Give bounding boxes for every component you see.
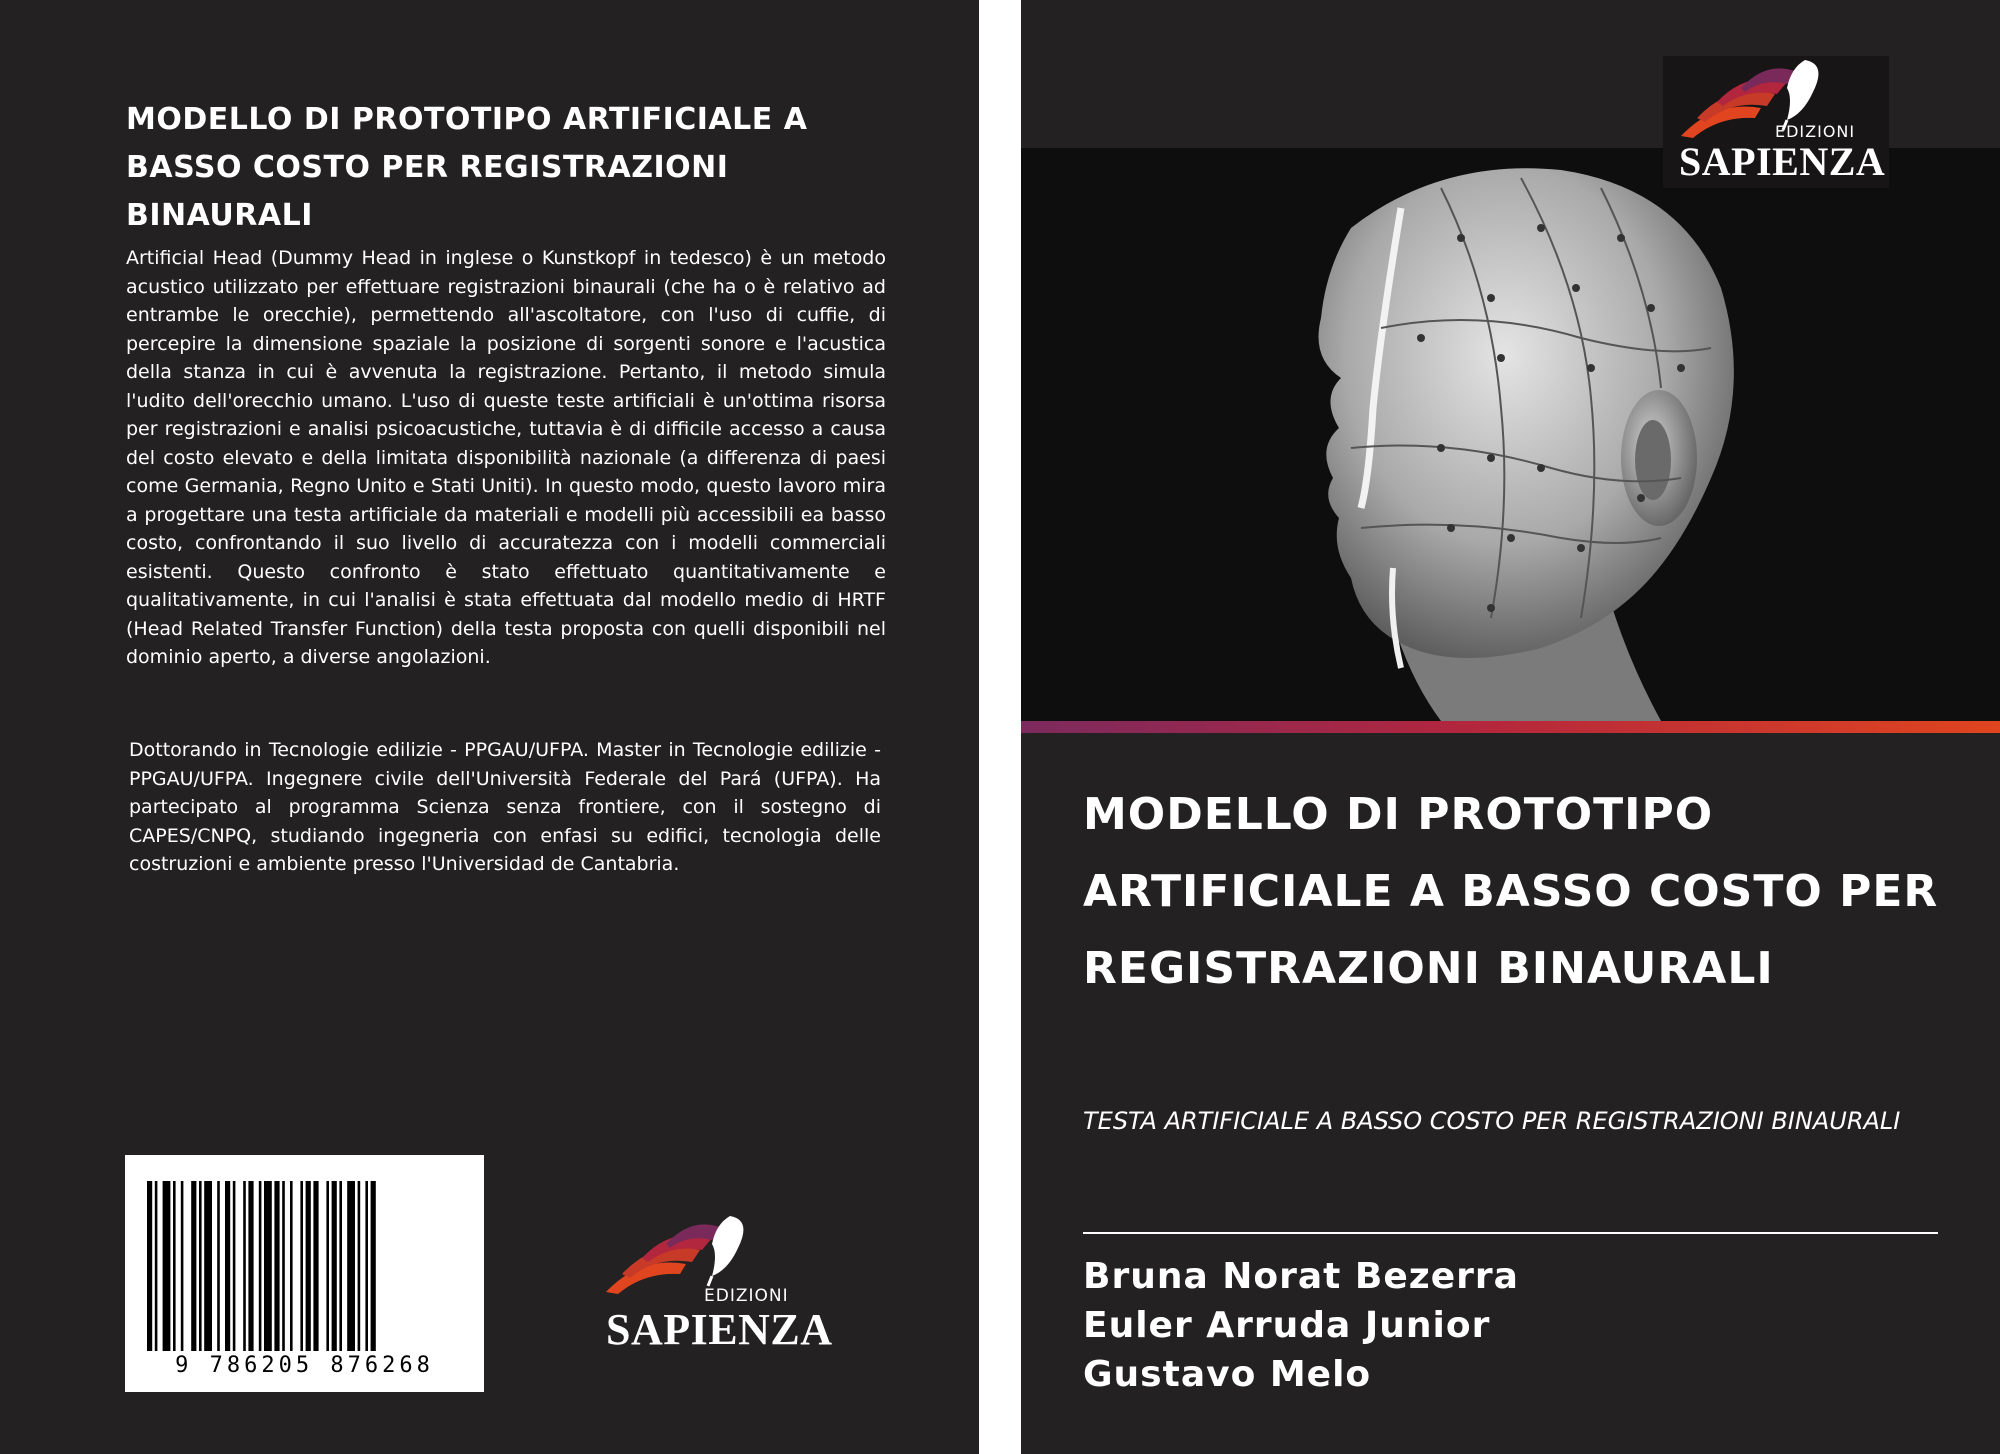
isbn-digits: 9 786205 876268 [175,1353,434,1378]
author-name: Gustavo Melo [1083,1354,1372,1395]
barcode-bar [371,1181,376,1351]
barcode-bar [313,1181,318,1351]
publisher-logo [600,1210,833,1360]
barcode-bar [274,1181,279,1351]
barcode-bar [233,1181,236,1351]
barcode-bar [365,1181,368,1351]
back-cover-title: MODELLO DI PROTOTIPO ARTIFICIALE A BASSO COSTO PER REGISTRAZIONI BINAURALI [126,102,808,233]
barcode-bar [248,1181,253,1351]
barcode-bar [173,1181,176,1351]
barcode-bar [347,1181,355,1351]
isbn-barcode [125,1155,484,1392]
front-cover-subtitle: TESTA ARTIFICIALE A BASSO COSTO PER REGISTRAZIONI BINAURALI [1083,1107,1901,1135]
barcode-bar [191,1181,196,1351]
barcode-bar [204,1181,212,1351]
front-publisher-edizioni: EDIZIONI [1775,122,1856,141]
barcode-bar [290,1181,293,1351]
mannequin-head-image [1021,148,2000,721]
barcode-bar [163,1181,171,1351]
barcode-bar [259,1181,262,1351]
barcode-bar [199,1181,202,1351]
back-cover [0,0,979,1454]
barcode-bar [306,1181,311,1351]
barcode-bar [181,1181,184,1351]
author-list [1083,1252,1519,1399]
barcode-bar [155,1181,158,1351]
front-cover-title: MODELLO DI PROTOTIPO ARTIFICIALE A BASSO COSTO PER REGISTRAZIONI BINAURALI [1083,789,1939,994]
publisher-name: SAPIENZA [606,1305,833,1354]
front-publisher-logo [1663,56,1889,188]
barcode-bar [332,1181,337,1351]
barcode-bar [225,1181,230,1351]
barcode-bar [147,1181,152,1351]
author-name: Bruna Norat Bezerra [1083,1256,1519,1297]
barcode-bar [264,1181,272,1351]
author-name: Euler Arruda Junior [1083,1305,1491,1346]
back-cover-abstract: Artificial Head (Dummy Head in inglese o Kunstkopf in tedesco) è un metodo acustico utilizzato per effettuare registrazioni binaurali (che ha o è relativo ad entrambe le orecchie), permettendo all'ascoltatore, con l'uso di cuffie, di percepire la dimensione spaziale la posizione di sorgenti sonore e l'acustica della stanza in cui è avvenuta la registrazione. Pertanto, il metodo simula l'udito dell'orecchio umano. L'uso di queste teste artificiali è un'ottima risorsa per registrazioni e analisi psicoacustiche, tuttavia è di difficile accesso a causa del costo elevato e della limitata disponibilità nazionale (a differenza di paesi come Germania, Regno Unito e Stati Uniti). In questo modo, questo lavoro mira a progettare una testa artificiale da materiali e modelli più accessibili ea basso costo, confrontando il suo livello di accuratezza con i modelli commerciali esistenti. Questo confronto è stato effettuato quantitativamente e qualitativamente, in cui l'analisi è stata effettuata dal modello medio di HRTF (Head Related Transfer Function) della testa proposta con quelli disponibili nel dominio aperto, a diverse angolazioni. [126,247,886,668]
barcode-bar [243,1181,246,1351]
barcode-bar [358,1181,361,1351]
barcode-bar [282,1181,285,1351]
barcode-bar [300,1181,303,1351]
barcode-bar [217,1181,220,1351]
author-bio: Dottorando in Tecnologie edilizie - PPGAU/UFPA. Master in Tecnologie edilizie - PPGAU/UFPA. Ingegnere civile dell'Università Federale del Pará (UFPA). Ha partecipato al programma Scienza senza frontiere, con il sostegno di CAPES/CNPQ, studiando ingegneria con enfasi su edifici, tecnologia delle costruzioni e ambiente presso l'Universidad de Cantabria. [129,739,881,875]
barcode-bar [326,1181,329,1351]
barcode-bar [339,1181,342,1351]
publisher-edizioni: EDIZIONI [704,1286,789,1306]
cover-photo [1021,148,2000,721]
front-publisher-name: SAPIENZA [1679,139,1886,184]
accent-stripe [1021,721,2000,733]
title-divider [1083,1232,1938,1234]
